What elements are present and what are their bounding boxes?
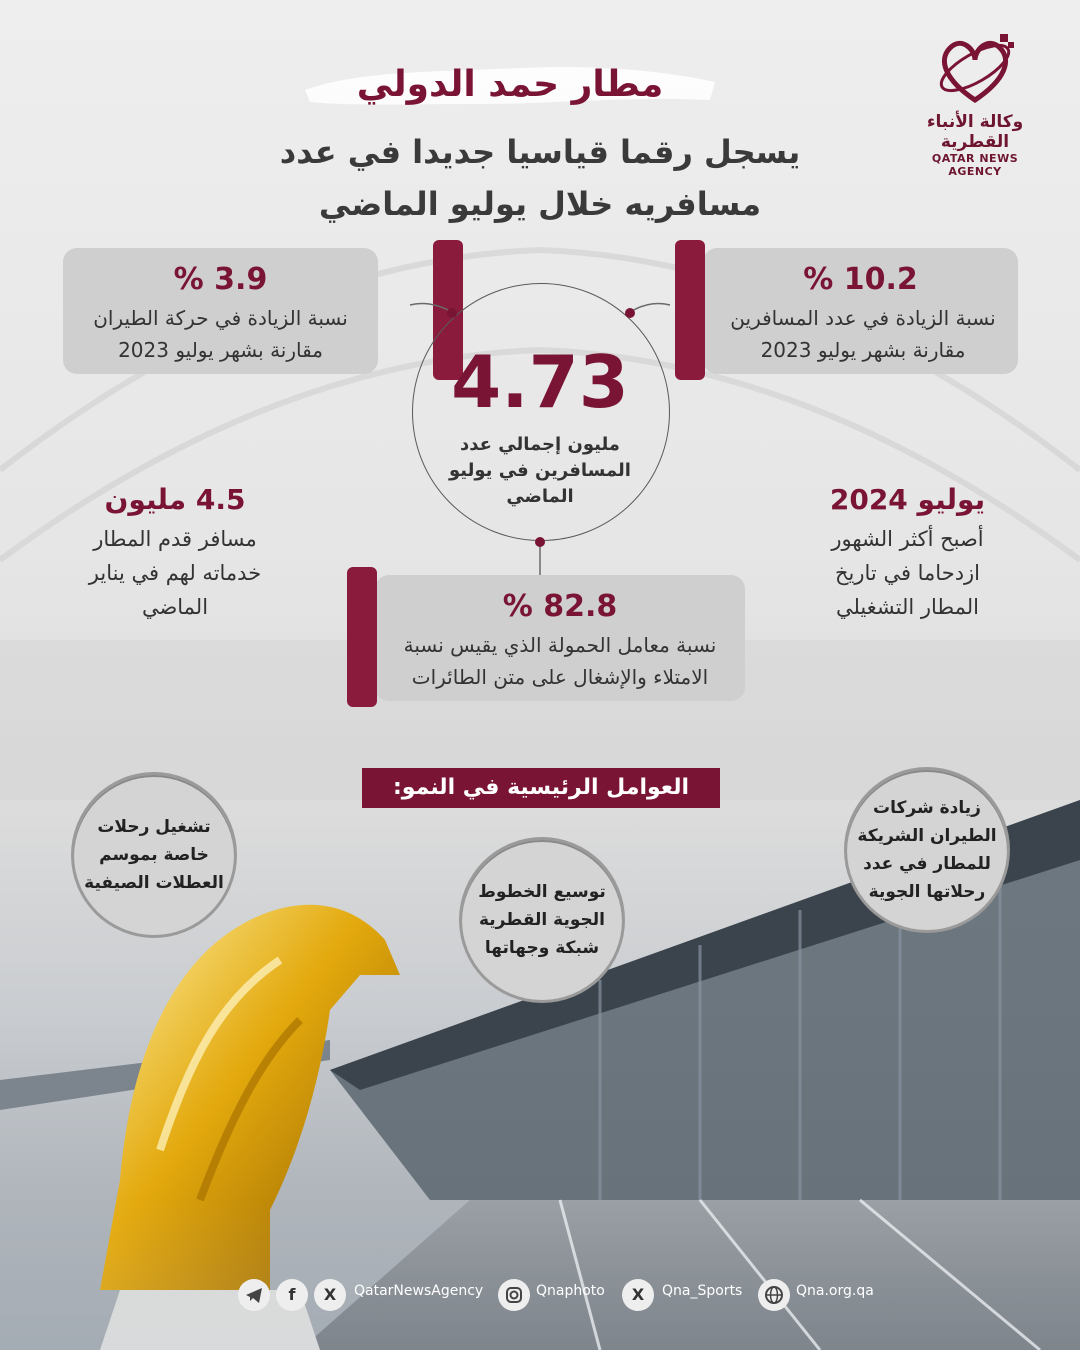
facebook-icon[interactable]: f (276, 1279, 308, 1311)
page-title: مطار حمد الدولي (356, 64, 664, 105)
handle-photo[interactable]: Qnaphoto (536, 1283, 605, 1299)
stat-july-desc: أصبح أكثر الشهور ازدحاما في تاريخ المطار التشغيلي (831, 527, 984, 619)
connector-dot (535, 537, 545, 547)
stat-load-factor-desc: نسبة معامل الحمولة الذي يقيس نسبة الامتلاء والإشغال على متن الطائرات (403, 633, 717, 689)
stat-accent-bar (347, 567, 377, 707)
growth-factor-text: زيادة شركات الطيران الشريكة للمطار في عدد رحلاتها الجوية (857, 798, 997, 902)
connector-dot (625, 308, 635, 318)
stat-july (810, 483, 1005, 624)
total-passengers-value: 4.73 (451, 340, 629, 424)
social-footer (230, 1275, 890, 1315)
growth-factor-text: توسيع الخطوط الجوية القطرية شبكة وجهاتها (478, 882, 606, 958)
stat-passengers-desc: نسبة الزيادة في عدد المسافرين مقارنة بشهر يوليو 2023 (730, 306, 996, 362)
logo-english-name: QATAR NEWS AGENCY (931, 152, 1019, 178)
growth-factors-title: العوامل الرئيسية في النمو: (362, 768, 720, 808)
stat-january-desc: مسافر قدم المطار خدماته لهم في يناير الماضي (88, 527, 262, 619)
handle-website[interactable]: Qna.org.qa (796, 1283, 874, 1299)
connector-dot (447, 308, 457, 318)
stat-january (70, 483, 280, 624)
handle-sports[interactable]: Qna_Sports (662, 1283, 743, 1299)
growth-factor-circle (847, 770, 1007, 930)
growth-factor-circle (74, 775, 234, 935)
logo-arabic-name: وكالة الأنباء القطرية (926, 112, 1024, 152)
x-icon[interactable]: X (622, 1279, 654, 1311)
growth-factor-text: تشغيل رحلات خاصة بموسم العطلات الصيفية (84, 817, 224, 893)
stat-july-value: يوليو 2024 (829, 483, 986, 516)
stat-january-value: 4.5 مليون (104, 483, 246, 516)
instagram-icon[interactable] (498, 1279, 530, 1311)
stat-load-factor-box (375, 575, 745, 701)
globe-icon[interactable] (758, 1279, 790, 1311)
growth-factor-circle (462, 840, 622, 1000)
total-passengers-desc: مليون إجمالي عدد المسافرين في يوليو الماضي (449, 434, 631, 507)
stat-flights-value: 3.9 % (173, 262, 268, 297)
page-subtitle: يسجل رقما قياسيا جديدا في عدد مسافريه خلال يوليو الماضي (279, 133, 801, 223)
telegram-icon[interactable] (238, 1279, 270, 1311)
stat-load-factor-value: 82.8 % (502, 589, 618, 624)
x-icon[interactable]: X (314, 1279, 346, 1311)
handle-main[interactable]: QatarNewsAgency (354, 1283, 484, 1299)
stat-flights-desc: نسبة الزيادة في حركة الطيران مقارنة بشهر يوليو 2023 (93, 306, 348, 362)
stat-passengers-value: 10.2 % (803, 262, 918, 297)
